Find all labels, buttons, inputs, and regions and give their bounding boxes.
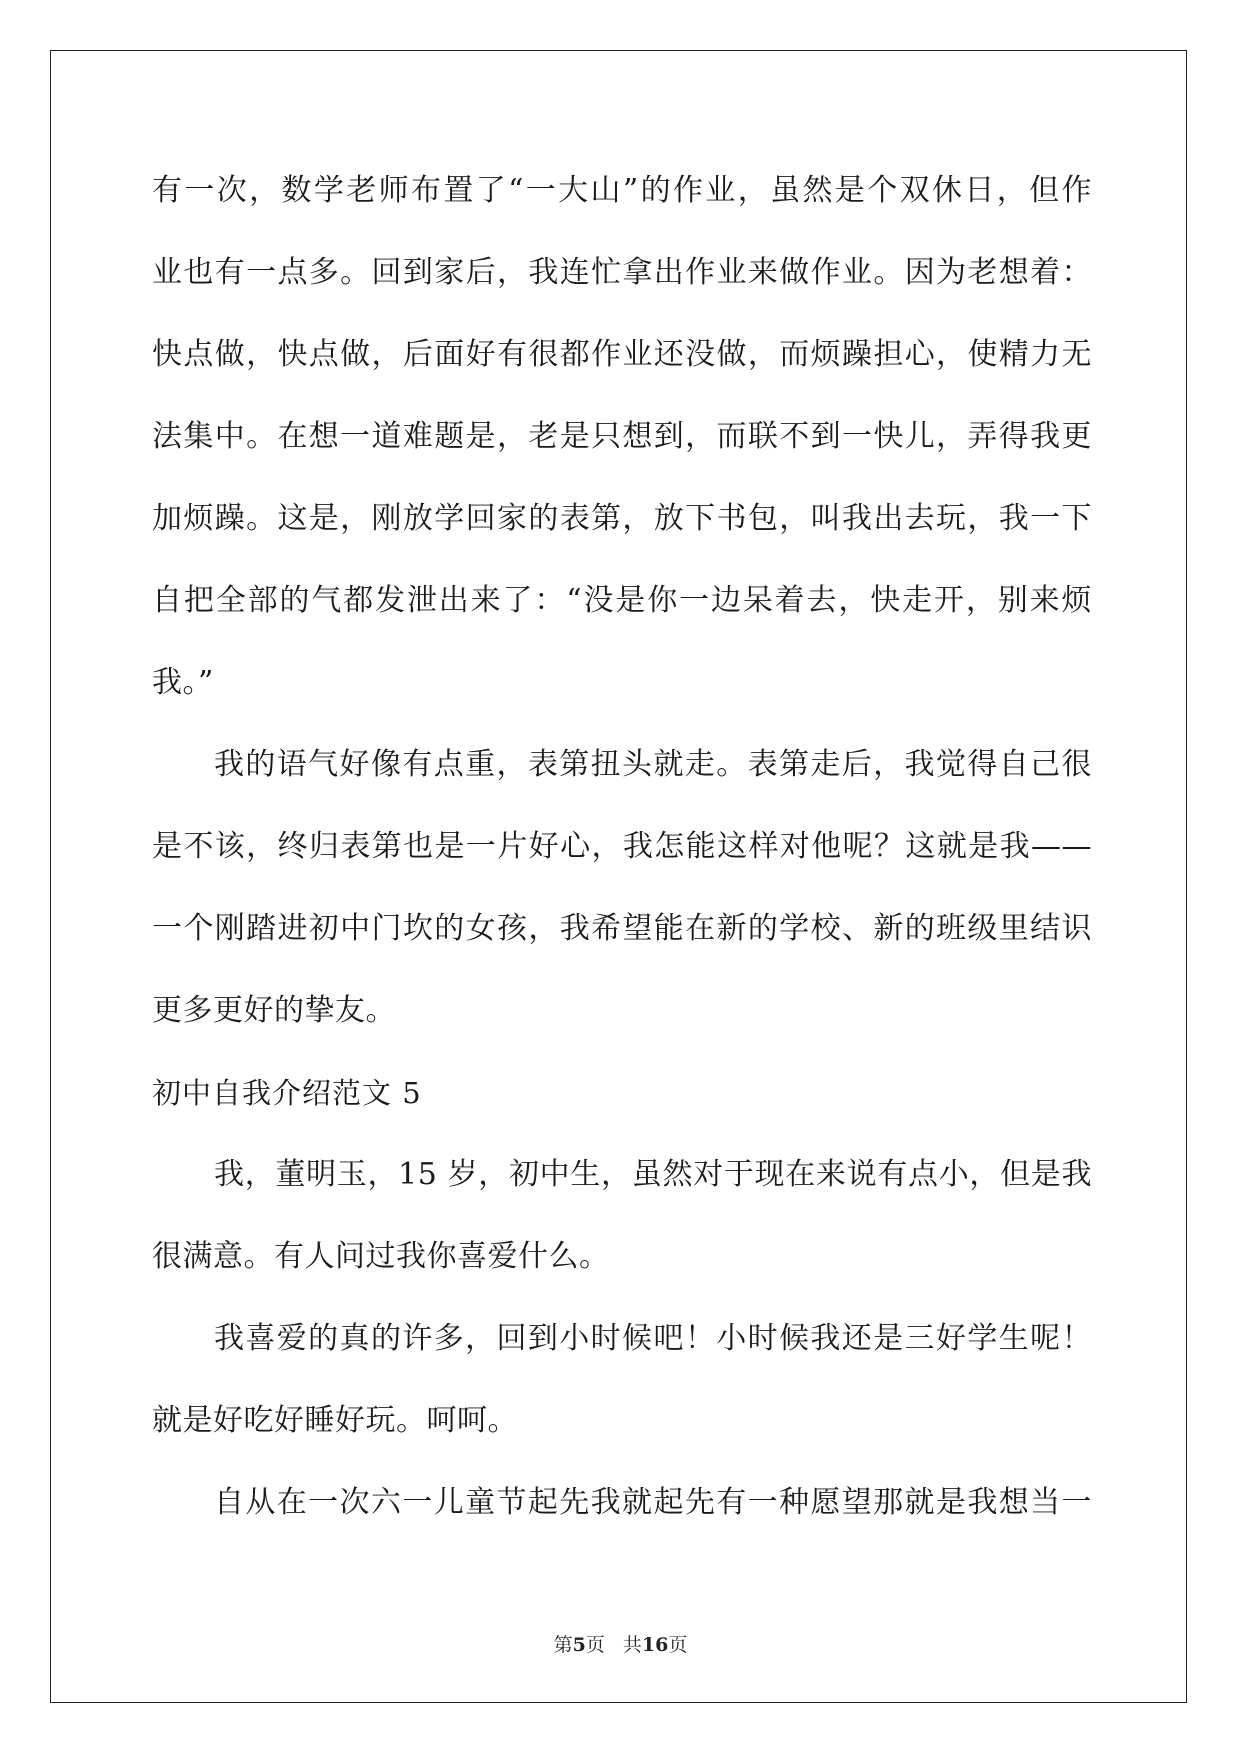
text-line: 就是好吃好睡好玩。呵呵。 [152, 1403, 518, 1438]
text-line: 有一次，数学老师布置了“一大山”的作业，虽然是个双休日，但作 [152, 173, 1092, 208]
section-heading: 初中自我介绍范文 5 [152, 1076, 422, 1110]
text-line: 更多更好的挚友。 [152, 993, 396, 1028]
text-line: 加烦躁。这是，刚放学回家的表第，放下书包，叫我出去玩，我一下 [152, 501, 1092, 536]
paragraph-start-line: 我的语气好像有点重，表第扭头就走。表第走后，我觉得自己很 [214, 747, 1092, 782]
paragraph-start-line: 自从在一次六一儿童节起先我就起先有一种愿望那就是我想当一 [214, 1485, 1092, 1520]
total-prefix: 共 [622, 1634, 642, 1656]
page-suffix: 页 [585, 1634, 605, 1656]
total-suffix: 页 [668, 1634, 688, 1656]
paragraph-start-line: 我喜爱的真的许多，回到小时候吧！小时候我还是三好学生呢！ [214, 1321, 1092, 1356]
page-prefix: 第 [553, 1634, 573, 1656]
page-footer [0, 1630, 1241, 1657]
paragraph-start-line: 我，董明玉，15 岁，初中生，虽然对于现在来说有点小，但是我 [214, 1157, 1092, 1192]
text-line: 快点做，快点做，后面好有很都作业还没做，而烦躁担心，使精力无 [152, 337, 1092, 372]
text-line: 法集中。在想一道难题是，老是只想到，而联不到一快儿，弄得我更 [152, 419, 1092, 454]
text-line: 自把全部的气都发泄出来了：“没是你一边呆着去，快走开，别来烦 [152, 583, 1092, 618]
text-line: 很满意。有人问过我你喜爱什么。 [152, 1239, 610, 1274]
text-line: 我。” [152, 665, 214, 700]
text-line: 业也有一点多。回到家后，我连忙拿出作业来做作业。因为老想着： [152, 255, 1092, 290]
page-number: 5 [572, 1634, 586, 1656]
page-indicator [548, 1634, 611, 1656]
total-pages: 16 [641, 1634, 669, 1656]
text-line: 一个刚踏进初中门坎的女孩，我希望能在新的学校、新的班级里结识 [152, 911, 1092, 946]
text-line: 是不该，终归表第也是一片好心，我怎能这样对他呢？这就是我—— [152, 829, 1092, 864]
total-indicator [617, 1634, 693, 1656]
document-body [152, 150, 1092, 1544]
